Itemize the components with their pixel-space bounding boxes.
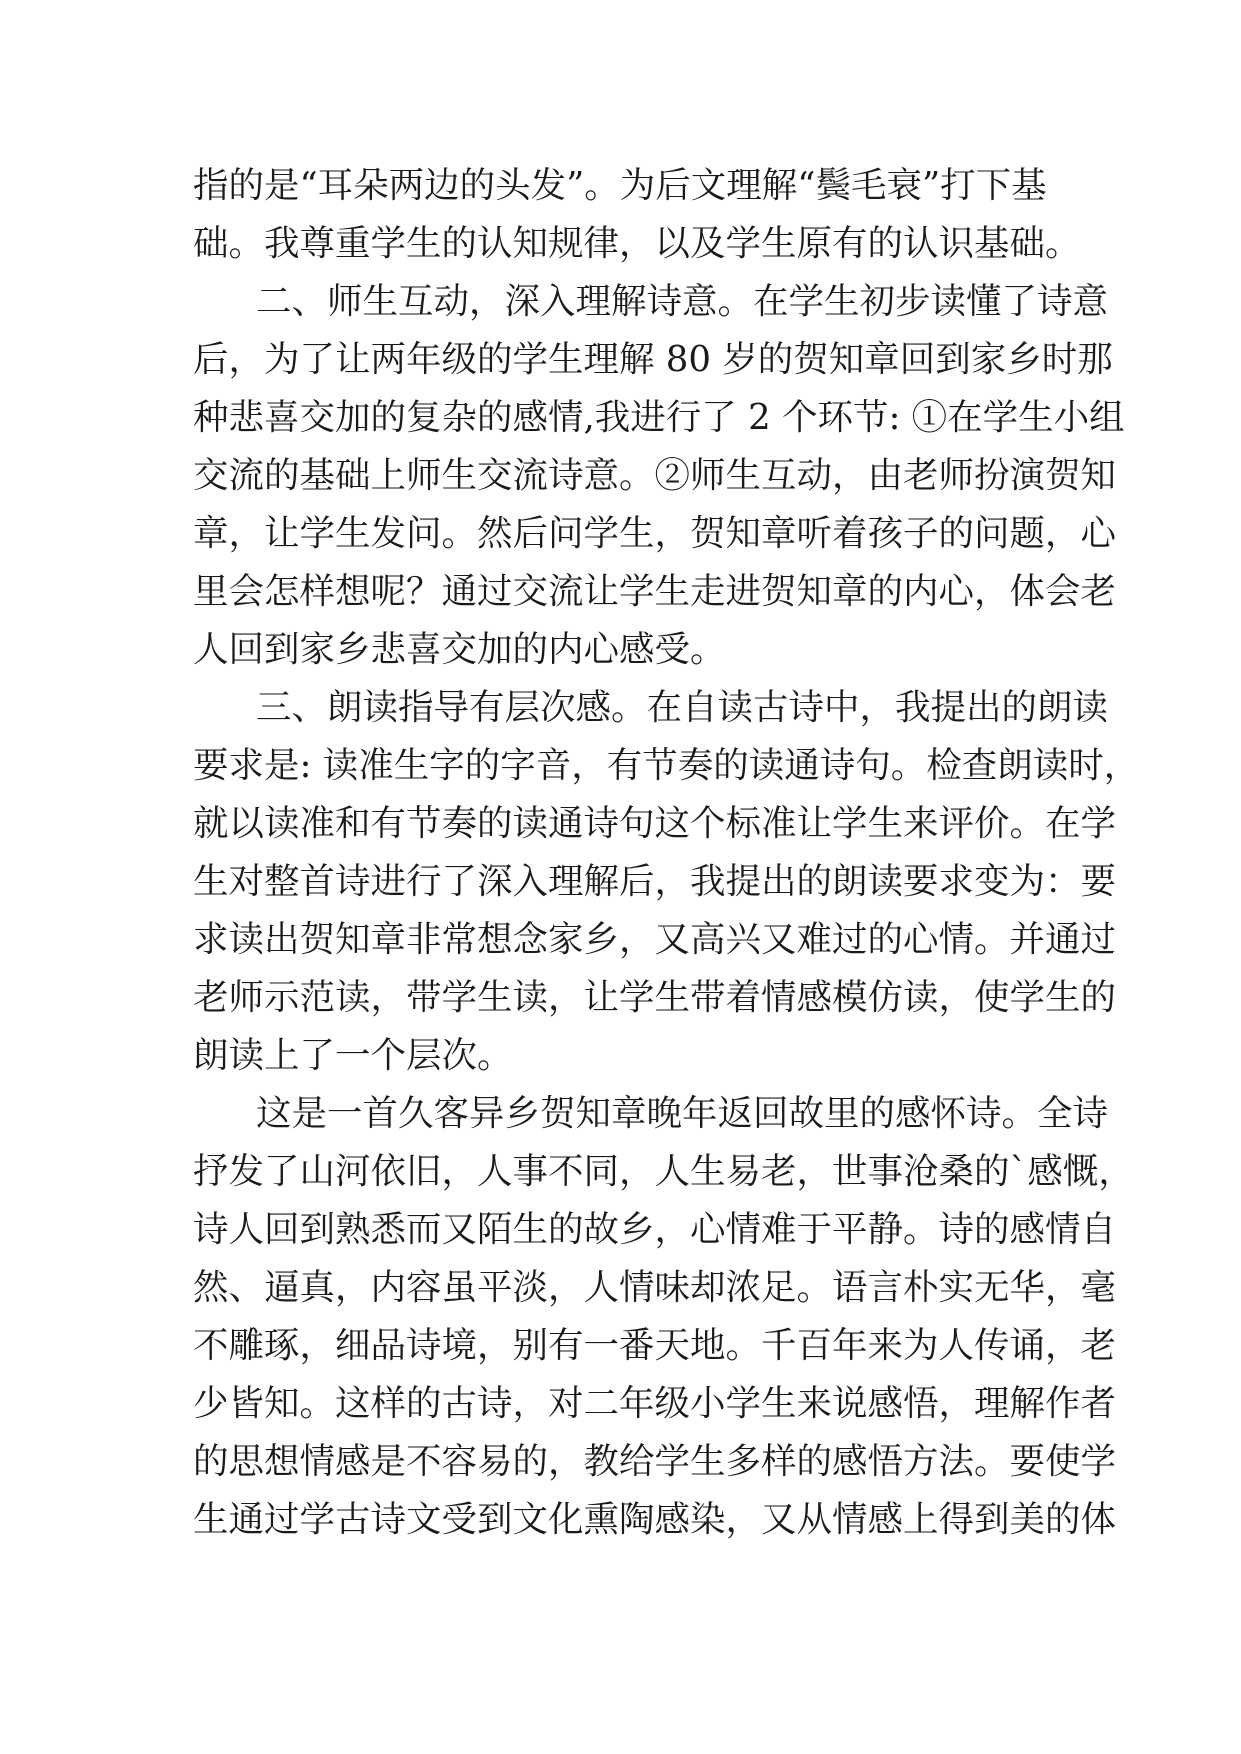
- paragraph-line: 要求是: 读准生字的字音，有节奏的读通诗句。检查朗读时，: [193, 745, 1140, 786]
- paragraph-line: 抒发了山河依旧，人事不同，人生易老，世事沧桑的`感慨，: [193, 1151, 1134, 1192]
- paragraph-line: 求读出贺知章非常想念家乡，又高兴又难过的心情。并通过: [193, 919, 1117, 960]
- paragraph-line: 然、逼真，内容虽平淡，人情味却浓足。语言朴实无华，毫: [193, 1267, 1117, 1308]
- paragraph-line: 老师示范读，带学生读，让学生带着情感模仿读，使学生的: [193, 977, 1117, 1018]
- paragraph-line: 这是一首久客异乡贺知章晚年返回故里的感怀诗。全诗: [256, 1093, 1109, 1134]
- paragraph-line: 人回到家乡悲喜交加的内心感受。: [193, 629, 726, 670]
- paragraph-line: 生对整首诗进行了深入理解后，我提出的朗读要求变为：要: [193, 861, 1117, 902]
- paragraph-line: 种悲喜交加的复杂的感情,我进行了 2 个环节: ①在学生小组: [193, 397, 1125, 438]
- paragraph-line: 里会怎样想呢？通过交流让学生走进贺知章的内心，体会老: [193, 571, 1117, 612]
- paragraph-line: 二、师生互动，深入理解诗意。在学生初步读懂了诗意: [256, 281, 1109, 322]
- paragraph-line: 的思想情感是不容易的，教给学生多样的感悟方法。要使学: [193, 1441, 1117, 1482]
- paragraph-line: 不雕琢，细品诗境，别有一番天地。千百年来为人传诵，老: [193, 1325, 1117, 1366]
- paragraph-line: 交流的基础上师生交流诗意。②师生互动，由老师扮演贺知: [193, 455, 1117, 496]
- paragraph-line: 就以读准和有节奏的读通诗句这个标准让学生来评价。在学: [193, 803, 1117, 844]
- paragraph-line: 章，让学生发问。然后问学生，贺知章听着孩子的问题，心: [193, 513, 1117, 554]
- paragraph-line: 诗人回到熟悉而又陌生的故乡，心情难于平静。诗的感情自: [193, 1209, 1117, 1250]
- paragraph-line: 指的是“耳朵两边的头发”。为后文理解“鬓毛衰”打下基: [193, 165, 1047, 206]
- paragraph-line: 础。我尊重学生的认知规律，以及学生原有的认识基础。: [193, 223, 1081, 264]
- paragraph-line: 少皆知。这样的古诗，对二年级小学生来说感悟，理解作者: [193, 1383, 1117, 1424]
- paragraph-line: 三、朗读指导有层次感。在自读古诗中，我提出的朗读: [256, 687, 1109, 728]
- paragraph-line: 朗读上了一个层次。: [193, 1035, 513, 1076]
- paragraph-line: 生通过学古诗文受到文化熏陶感染，又从情感上得到美的体: [193, 1499, 1117, 1540]
- paragraph-line: 后，为了让两年级的学生理解 80 岁的贺知章回到家乡时那: [193, 339, 1113, 380]
